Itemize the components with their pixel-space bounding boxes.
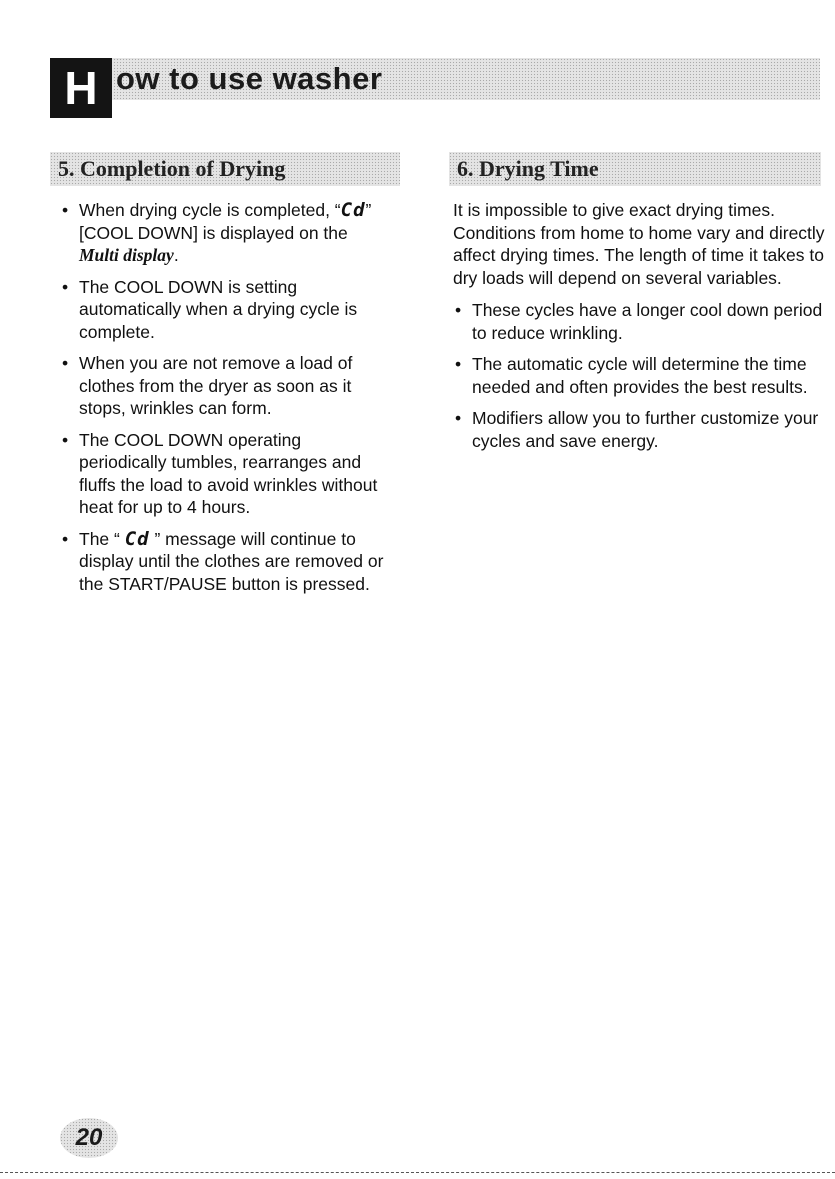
section-5-header <box>50 152 400 186</box>
section-5-body <box>60 199 390 604</box>
bottom-divider <box>0 1172 835 1173</box>
bullet-icon: • <box>455 300 462 320</box>
list-item: • The COOL DOWN operating periodically tumbles, rearranges and fluffs the load to avoid wrinkles without heat for up to 4 hours. <box>62 429 378 517</box>
list-item: • Modifiers allow you to further customize your cycles and save energy. <box>455 408 819 451</box>
section-6-body <box>453 199 825 461</box>
bullet-icon: • <box>62 200 69 220</box>
section-5-title: 5. Completion of Drying <box>58 156 286 181</box>
header-initial-letter: H <box>50 58 112 118</box>
bullet-icon: • <box>62 528 69 549</box>
cool-down-display-code: Cd <box>124 527 150 550</box>
section-6-title: 6. Drying Time <box>457 156 599 181</box>
list-item: • The automatic cycle will determine the time needed and often provides the best results. <box>455 354 808 397</box>
multi-display-term: Multi display <box>79 245 174 265</box>
section-6-intro: It is impossible to give exact drying times. Conditions from home to home vary and directly affect drying times. The length of time it takes to dry loads will depend on several variables. <box>453 200 825 288</box>
list-item: • These cycles have a longer cool down period to reduce wrinkling. <box>455 300 823 343</box>
bullet-icon: • <box>62 353 69 373</box>
section-6-header <box>449 152 821 186</box>
list-item: • The “ Cd ” message will continue to display until the clothes are removed or the START/PAUSE button is pressed. <box>62 527 384 594</box>
list-item: • The COOL DOWN is setting automatically when a drying cycle is complete. <box>62 276 358 342</box>
page-number: 20 <box>75 1124 103 1151</box>
cool-down-display-code: Cd <box>340 199 366 221</box>
bullet-icon: • <box>62 276 69 297</box>
bullet-icon: • <box>62 429 69 450</box>
list-item: • When drying cycle is completed, “Cd” [COOL DOWN] is displayed on the Multi display. <box>62 199 372 265</box>
bullet-icon: • <box>455 354 462 374</box>
page-title: ow to use washer <box>116 61 383 96</box>
list-item: • When you are not remove a load of clothes from the dryer as soon as it stops, wrinkles can form. <box>62 353 353 418</box>
bullet-icon: • <box>455 408 462 428</box>
